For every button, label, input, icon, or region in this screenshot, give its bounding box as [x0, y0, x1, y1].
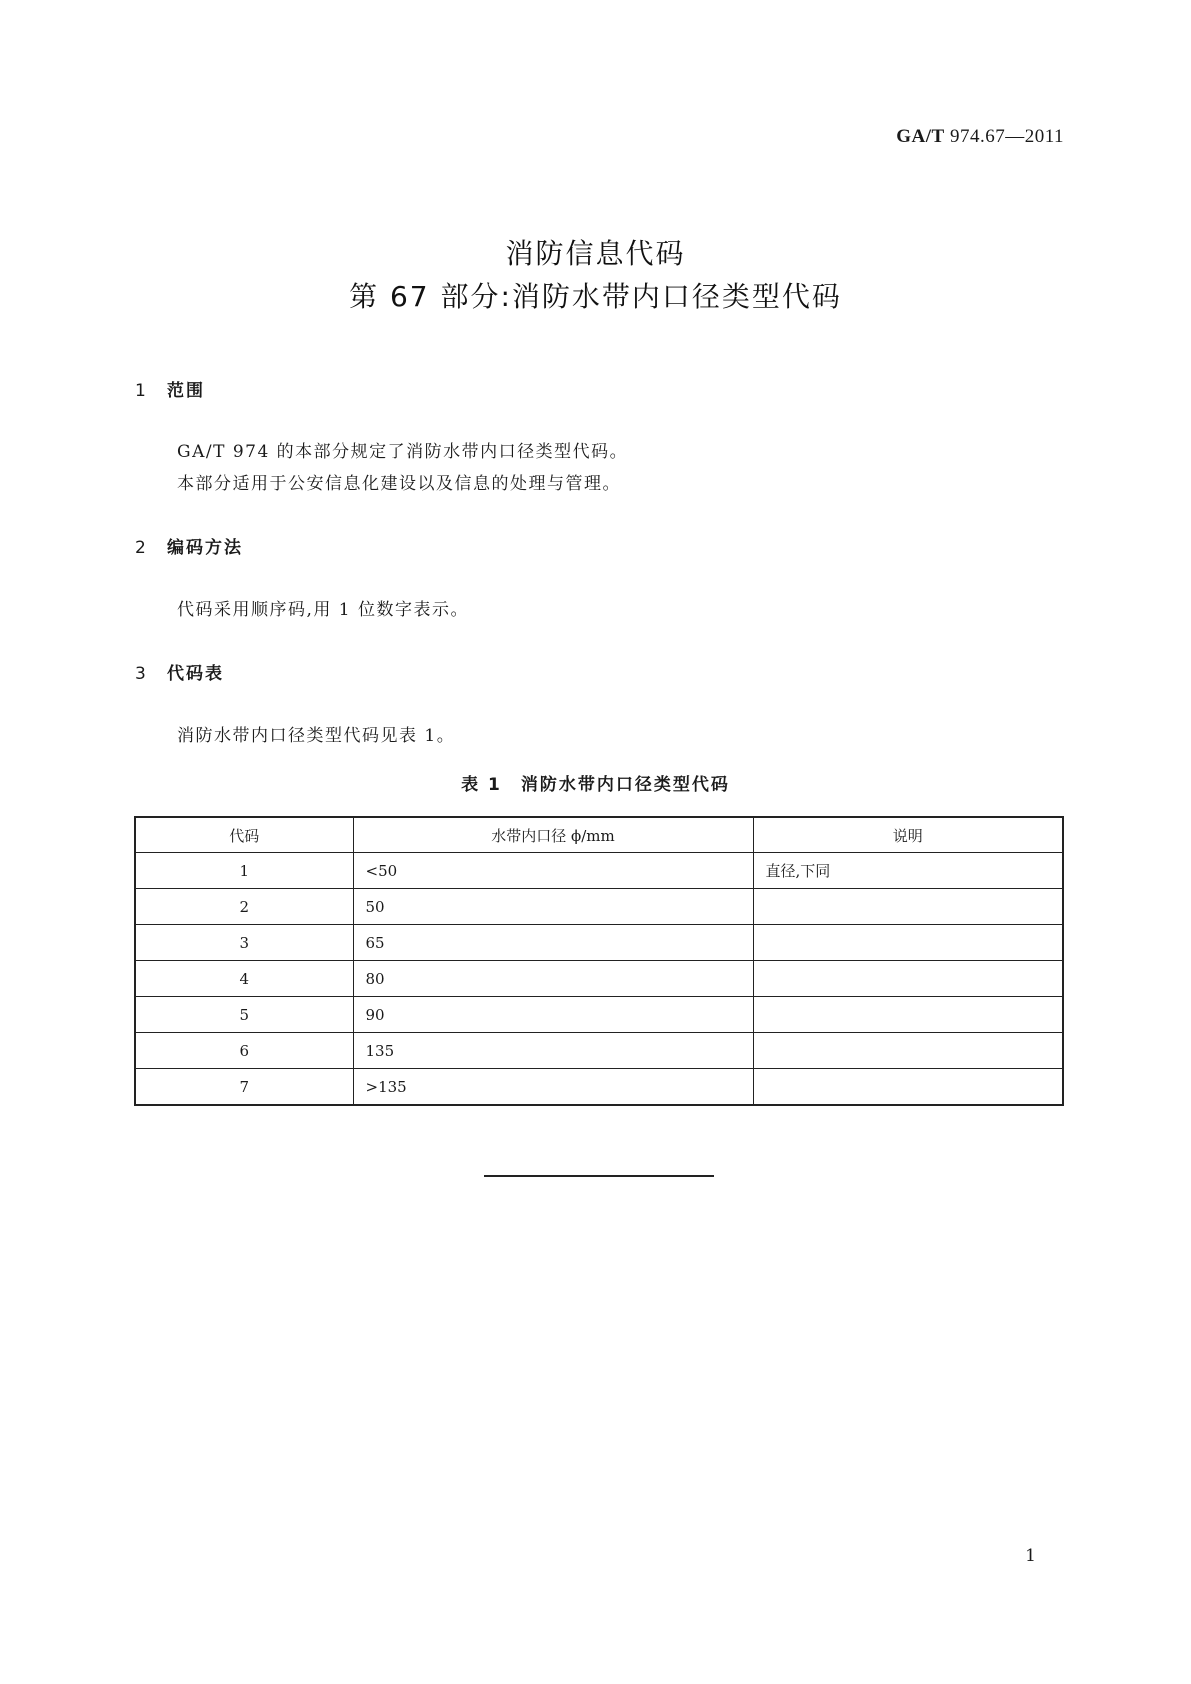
section-heading-scope: [135, 376, 205, 401]
cell-diameter: 65: [353, 925, 753, 961]
table-row: [135, 1069, 1063, 1106]
standard-number: 974.67—2011: [949, 126, 1064, 147]
cell-code: 2: [135, 889, 353, 925]
section-title: 代码表: [167, 664, 224, 684]
section-number: 2: [135, 538, 148, 558]
cell-code: 4: [135, 961, 353, 997]
cell-description: [753, 997, 1063, 1033]
table-caption: 表 1 消防水带内口径类型代码: [461, 775, 730, 795]
section-title: 编码方法: [167, 538, 243, 558]
document-title: 消防信息代码: [505, 237, 686, 270]
section-number: 3: [135, 664, 148, 684]
cell-code: 6: [135, 1033, 353, 1069]
section-heading-code-table: [135, 659, 224, 684]
cell-description: 直径,下同: [753, 853, 1063, 889]
section-number: 1: [135, 381, 148, 401]
section-paragraph: 消防水带内口径类型代码见表 1。: [177, 726, 456, 746]
cell-diameter: 135: [353, 1033, 753, 1069]
column-header-description: 说明: [753, 817, 1063, 853]
section-heading-coding-method: [135, 533, 243, 558]
table-header-row: [135, 817, 1063, 853]
code-table: [134, 816, 1064, 1106]
cell-code: 7: [135, 1069, 353, 1106]
table-row: [135, 853, 1063, 889]
document-subtitle: 第 67 部分:消防水带内口径类型代码: [349, 280, 842, 313]
column-header-code: 代码: [135, 817, 353, 853]
standard-prefix: GA/T: [896, 126, 945, 147]
cell-diameter: <50: [353, 853, 753, 889]
table-row: [135, 925, 1063, 961]
cell-code: 3: [135, 925, 353, 961]
column-header-diameter: 水带内口径 ϕ/mm: [353, 817, 753, 853]
section-paragraph: GA/T 974 的本部分规定了消防水带内口径类型代码。: [177, 442, 629, 462]
table-row: [135, 997, 1063, 1033]
cell-description: [753, 961, 1063, 997]
section-paragraph: 本部分适用于公安信息化建设以及信息的处理与管理。: [177, 474, 621, 494]
cell-diameter: 90: [353, 997, 753, 1033]
standard-code: [896, 126, 1064, 148]
cell-description: [753, 925, 1063, 961]
table-row: [135, 889, 1063, 925]
cell-diameter: 50: [353, 889, 753, 925]
table-row: [135, 1033, 1063, 1069]
end-of-document-rule: [484, 1175, 714, 1177]
table-row: [135, 961, 1063, 997]
cell-diameter: 80: [353, 961, 753, 997]
cell-description: [753, 1069, 1063, 1106]
section-paragraph: 代码采用顺序码,用 1 位数字表示。: [177, 600, 470, 620]
cell-description: [753, 1033, 1063, 1069]
section-title: 范围: [167, 381, 205, 401]
cell-diameter: >135: [353, 1069, 753, 1106]
cell-code: 1: [135, 853, 353, 889]
cell-description: [753, 889, 1063, 925]
page-number: 1: [1025, 1546, 1036, 1566]
cell-code: 5: [135, 997, 353, 1033]
